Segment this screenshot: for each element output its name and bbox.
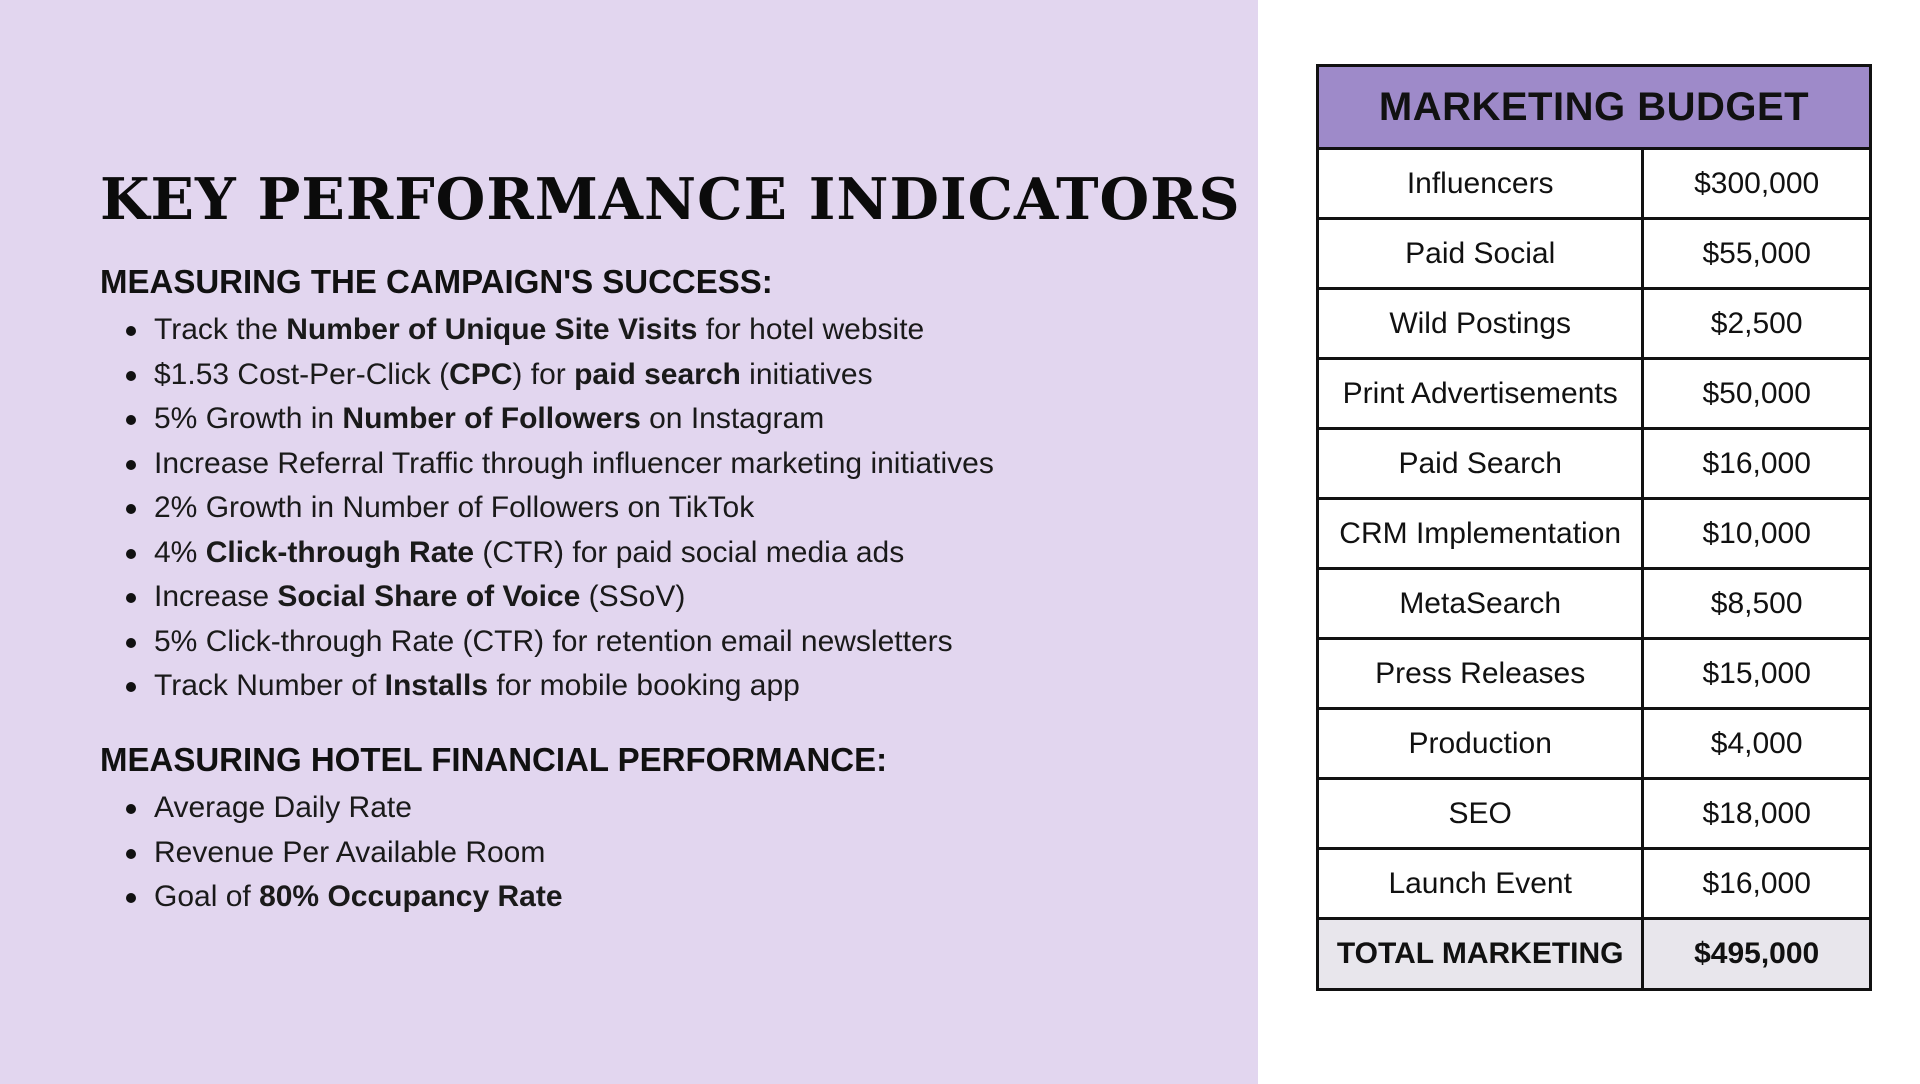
kpi-emphasis: 80% Occupancy Rate: [259, 880, 563, 913]
total-amount: $495,000: [1643, 919, 1871, 990]
kpi-text: $1.53 Cost-Per-Click (: [154, 357, 450, 391]
kpi-text: for mobile booking app: [488, 669, 800, 702]
kpi-text: Revenue Per Available Room: [154, 835, 546, 869]
budget-table-title: MARKETING BUDGET: [1318, 66, 1871, 149]
kpi-item: [100, 531, 1220, 576]
kpi-text: (SSoV): [580, 580, 686, 613]
budget-row: [1318, 639, 1871, 709]
kpi-emphasis: Click-through Rate: [205, 535, 475, 569]
budget-category: SEO: [1318, 779, 1643, 849]
financial-performance-section: [100, 736, 1220, 920]
kpi-emphasis: Number of Unique Site Visits: [286, 313, 698, 346]
campaign-success-section: [100, 258, 1220, 709]
kpi-text: 5% Growth in: [154, 402, 343, 435]
budget-total-row: [1318, 919, 1871, 990]
bullet-icon: [126, 415, 136, 425]
section-heading: MEASURING HOTEL FINANCIAL PERFORMANCE:: [100, 741, 888, 778]
kpi-item: [100, 442, 1220, 487]
budget-row: [1318, 219, 1871, 289]
bullet-icon: [126, 326, 136, 336]
budget-category: Launch Event: [1318, 849, 1643, 919]
budget-row: [1318, 569, 1871, 639]
kpi-text: 2% Growth in Number of Followers on TikTok: [154, 491, 755, 524]
bullet-icon: [126, 504, 136, 514]
kpi-item: [100, 486, 1220, 531]
kpi-emphasis: CPC: [449, 357, 513, 391]
bullet-icon: [126, 893, 136, 903]
kpi-emphasis: paid search: [574, 357, 741, 391]
budget-row: [1318, 359, 1871, 429]
kpi-text: Track Number of: [154, 669, 385, 702]
budget-row: [1318, 709, 1871, 779]
budget-row: [1318, 779, 1871, 849]
page-title: KEY PERFORMANCE INDICATORS: [100, 166, 1241, 233]
bullet-icon: [126, 638, 136, 648]
section-heading: MEASURING THE CAMPAIGN'S SUCCESS:: [100, 263, 773, 300]
kpi-text: Average Daily Rate: [154, 791, 412, 824]
budget-amount: $10,000: [1643, 499, 1871, 569]
bullet-icon: [126, 804, 136, 814]
kpi-emphasis: Number of Followers: [342, 402, 641, 435]
budget-category: Press Releases: [1318, 639, 1643, 709]
bullet-icon: [126, 460, 136, 470]
budget-category: Influencers: [1318, 149, 1643, 219]
budget-amount: $2,500: [1643, 289, 1871, 359]
bullet-icon: [126, 371, 136, 381]
budget-amount: $300,000: [1643, 149, 1871, 219]
budget-row: [1318, 499, 1871, 569]
budget-amount: $16,000: [1643, 849, 1871, 919]
kpi-text: Increase: [154, 580, 278, 613]
total-label: TOTAL MARKETING: [1318, 919, 1643, 990]
budget-row: [1318, 429, 1871, 499]
kpi-list: [100, 786, 1220, 920]
budget-category: Print Advertisements: [1318, 359, 1643, 429]
kpi-item: [100, 786, 1220, 831]
kpi-list: [100, 308, 1220, 709]
kpi-text: Increase Referral Traffic through influencer marketing initiatives: [154, 446, 994, 480]
kpi-item: [100, 831, 1220, 876]
budget-category: CRM Implementation: [1318, 499, 1643, 569]
budget-category: MetaSearch: [1318, 569, 1643, 639]
kpi-text: Track the: [154, 313, 287, 346]
bullet-icon: [126, 593, 136, 603]
kpi-item: [100, 664, 1220, 709]
budget-table-body: [1318, 149, 1871, 919]
budget-category: Wild Postings: [1318, 289, 1643, 359]
kpi-text: 5% Click-through Rate (CTR) for retention email newsletters: [154, 624, 953, 658]
budget-row: [1318, 149, 1871, 219]
kpi-emphasis: Installs: [384, 669, 488, 702]
kpi-item: [100, 575, 1220, 620]
budget-amount: $16,000: [1643, 429, 1871, 499]
budget-amount: $15,000: [1643, 639, 1871, 709]
kpi-text: on Instagram: [640, 402, 825, 435]
bullet-icon: [126, 549, 136, 559]
kpi-text: for hotel website: [697, 313, 925, 346]
budget-amount: $4,000: [1643, 709, 1871, 779]
budget-amount: $50,000: [1643, 359, 1871, 429]
kpi-item: [100, 620, 1220, 665]
budget-category: Paid Search: [1318, 429, 1643, 499]
budget-row: [1318, 849, 1871, 919]
kpi-text: Goal of: [154, 880, 260, 913]
kpi-text: 4%: [154, 535, 206, 569]
bullet-icon: [126, 849, 136, 859]
budget-amount: $18,000: [1643, 779, 1871, 849]
kpi-item: [100, 308, 1220, 353]
kpi-text: ) for: [512, 357, 575, 391]
budget-amount: $8,500: [1643, 569, 1871, 639]
kpi-item: [100, 397, 1220, 442]
budget-row: [1318, 289, 1871, 359]
kpi-item: [100, 875, 1220, 920]
kpi-item: [100, 353, 1220, 398]
kpi-emphasis: Social Share of Voice: [277, 580, 581, 613]
budget-category: Paid Social: [1318, 219, 1643, 289]
bullet-icon: [126, 682, 136, 692]
kpi-text: initiatives: [740, 357, 873, 391]
kpi-text: (CTR) for paid social media ads: [474, 535, 905, 569]
budget-category: Production: [1318, 709, 1643, 779]
budget-amount: $55,000: [1643, 219, 1871, 289]
marketing-budget-table: [1316, 64, 1872, 991]
